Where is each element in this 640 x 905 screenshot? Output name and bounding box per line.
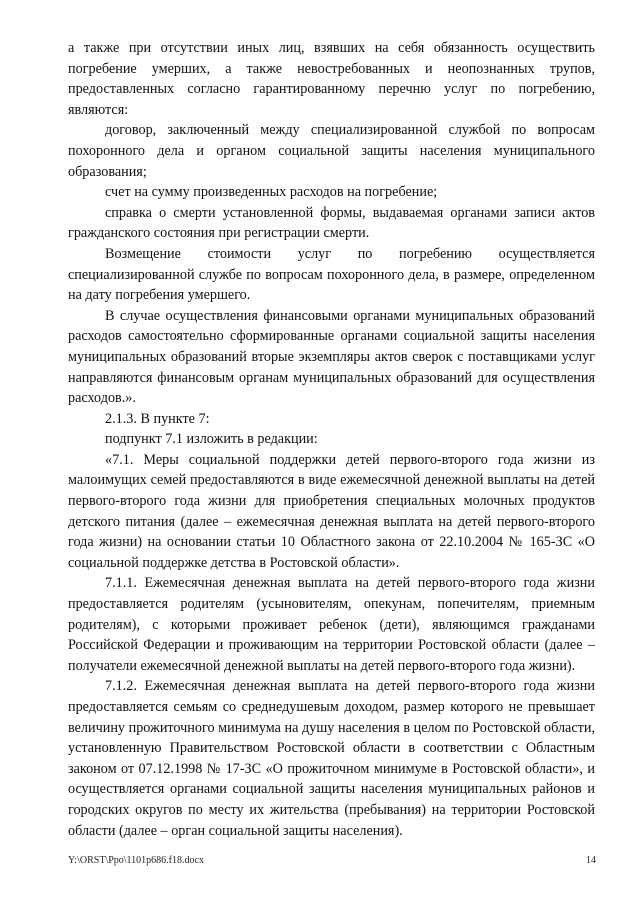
paragraph: справка о смерти установленной формы, выдаваемая органами записи актов гражданского состояния при регистрации смерти.	[68, 204, 595, 242]
document-body	[68, 38, 595, 841]
paragraph: договор, заключенный между специализированной службой по вопросам похоронного дела и органом социальной защиты населения муниципального образования;	[68, 122, 595, 180]
paragraph: 7.1.2. Ежемесячная денежная выплата на детей первого-второго года жизни предоставляется семьям со среднедушевым доходом, размер которого не превышает величину прожиточного минимума на душу населения в целом по Ростовской области, установленную Правительством Ростовской области в соответствии с Областным законом от 07.12.1998 № 17-ЗС «О прожиточном минимуме в Ростовской области», и осуществляется органами социальной защиты населения муниципальных районов и городских округов по месту их жительства (пребывания) на территории Ростовской области (далее – орган социальной защиты населения).	[68, 678, 595, 839]
paragraph: «7.1. Меры социальной поддержки детей первого-второго года жизни из малоимущих семей предоставляются в виде ежемесячной денежной выплаты на детей первого-второго года жизни для приобретения специальных молочных продуктов детского питания (далее – ежемесячная денежная выплата на детей первого-второго года жизни) на основании статьи 10 Областного закона от 22.10.2004 № 165-ЗС «О социальной поддержке детства в Ростовской области».	[68, 451, 595, 571]
paragraph: счет на сумму произведенных расходов на погребение;	[105, 184, 438, 201]
paragraph: подпункт 7.1 изложить в редакции:	[105, 431, 318, 448]
page-number: 14	[586, 855, 596, 866]
paragraph: В случае осуществления финансовыми органами муниципальных образований расходов самостоятельно сформированные органами социальной защиты населения муниципальных образований вторые экземпляры актов сверок с поставщиками услуг направляются финансовым органам муниципальных образований для осуществления расходов.».	[68, 307, 595, 407]
paragraph: Возмещение стоимости услуг по погребению осуществляется специализированной службе по вопросам похоронного дела, в размере, определенном на дату погребения умершего.	[68, 245, 595, 304]
paragraph: 2.1.3. В пункте 7:	[105, 410, 210, 427]
paragraph: 7.1.1. Ежемесячная денежная выплата на детей первого-второго года жизни предоставляется родителям (усыновителям, опекунам, попечителям, приемным родителям), с которыми проживает ребенок (дети), являющимся гражданами Российской Федерации и проживающим на территории Ростовской области (далее – получатели ежемесячной денежной выплаты на детей первого-второго года жизни).	[68, 575, 595, 674]
footer-file-path: Y:\ORST\Ppo\1101p686.f18.docx	[68, 855, 204, 866]
paragraph: а также при отсутствии иных лиц, взявших на себя обязанность осуществить погребение умерших, а также невостребованных и неопознанных трупов, предоставленных согласно гарантированному перечню услуг по погребению, являются:	[68, 40, 595, 118]
